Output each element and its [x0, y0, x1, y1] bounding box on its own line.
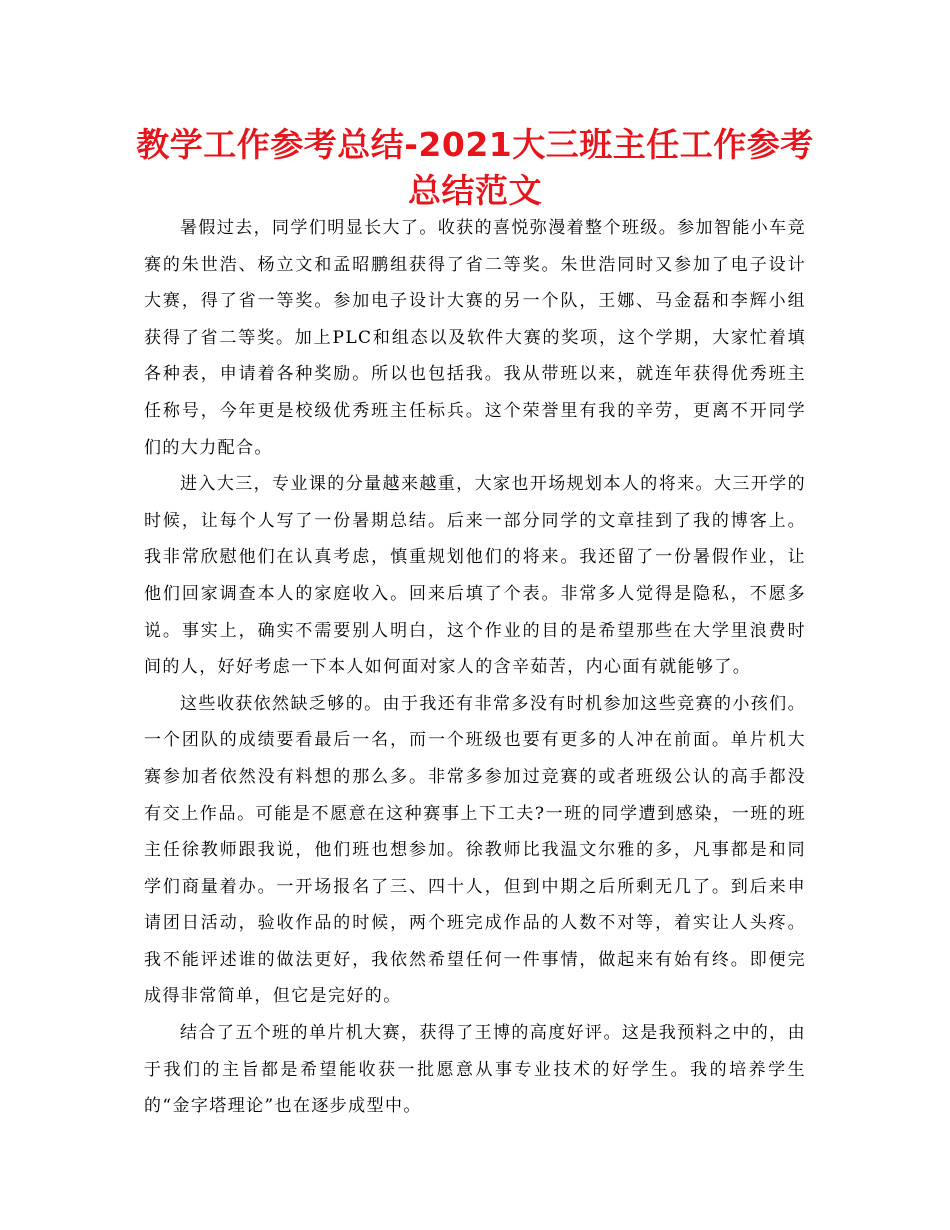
paragraph-3: 这些收获依然缺乏够的。由于我还有非常多没有时机参加这些竞赛的小孩们。一个团队的成绩要看最后一名，而一个班级也要有更多的人冲在前面。单片机大赛参加者依然没有料想的那么多。非常多参加过竞赛的或者班级公认的高手都没有交上作品。可能是不愿意在这种赛事上下工夫?一班的同学遭到感染，一班的班主任徐教师跟我说，他们班也想参加。徐教师比我温文尔雅的多，凡事都是和同学们商量着办。一开场报名了三、四十人，但到中期之后所剩无几了。到后来申请团日活动，验收作品的时候，两个班完成作品的人数不对等，着实让人头疼。我不能评述谁的做法更好，我依然希望任何一件事情，做起来有始有终。即便完成得非常简单，但它是完好的。	[144, 693, 806, 1007]
paragraph-4: 结合了五个班的单片机大赛，获得了王博的高度好评。这是我预料之中的，由于我们的主旨都是希望能收获一批愿意从事专业技术的好学生。我的培养学生的“金字塔理论”也在逐步成型中。	[144, 1023, 806, 1117]
document-body	[144, 210, 806, 1125]
paragraph-2: 进入大三，专业课的分量越来越重，大家也开场规划本人的将来。大三开学的时候，让每个人写了一份暑期总结。后来一部分同学的文章挂到了我的博客上。我非常欣慰他们在认真考虑，慎重规划他们的将来。我还留了一份暑假作业，让他们回家调查本人的家庭收入。回来后填了个表。非常多人觉得是隐私，不愿多说。事实上，确实不需要别人明白，这个作业的目的是希望那些在大学里浪费时间的人，好好考虑一下本人如何面对家人的含辛茹苦，内心面有就能够了。	[144, 474, 806, 678]
paragraph-1: 暑假过去，同学们明显长大了。收获的喜悦弥漫着整个班级。参加智能小车竞赛的朱世浩、杨立文和孟昭鹏组获得了省二等奖。朱世浩同时又参加了电子设计大赛，得了省一等奖。参加电子设计大赛的另一个队，王娜、马金磊和李辉小组获得了省二等奖。加上PLC和组态以及软件大赛的奖项，这个学期，大家忙着填各种表，申请着各种奖励。所以也包括我。我从带班以来，就连年获得优秀班主任称号，今年更是校级优秀班主任标兵。这个荣誉里有我的辛劳，更离不开同学们的大力配合。	[144, 218, 806, 458]
document-title: 教学工作参考总结-2021大三班主任工作参考总结范文	[136, 125, 814, 210]
